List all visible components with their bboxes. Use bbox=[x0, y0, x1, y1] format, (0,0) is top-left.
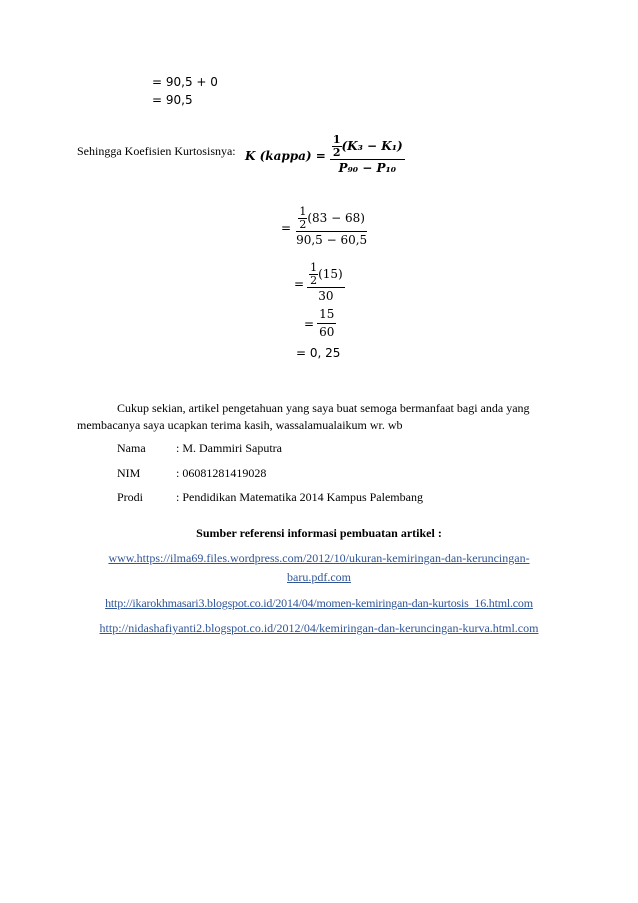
reference-link-2[interactable]: http://ikarokhmasari3.blogspot.co.id/2014/04/momen-kemiringan-dan-kurtosis_16.html.com bbox=[105, 596, 533, 610]
info-label-nama: Nama bbox=[117, 441, 146, 455]
step-2 bbox=[294, 262, 345, 305]
step-1 bbox=[281, 206, 369, 249]
formula-fraction bbox=[330, 134, 405, 177]
reference-link-3[interactable]: http://nidashafiyanti2.blogspot.co.id/2012/04/kemiringan-dan-keruncingan-kurva.html.com bbox=[99, 621, 539, 635]
step-2-equals: = bbox=[294, 276, 305, 291]
info-value-nama: : M. Dammiri Saputra bbox=[176, 441, 282, 455]
calc-line-2: = 90,5 bbox=[152, 93, 193, 107]
result: = 0, 25 bbox=[296, 346, 341, 360]
closing-line-1: Cukup sekian, artikel pengetahuan yang saya buat semoga bermanfaat bagi anda yang bbox=[117, 401, 530, 415]
formula-lhs: K (kappa) = bbox=[245, 148, 326, 163]
step-3-fraction: $\frac{15}{60}$ bbox=[319, 307, 335, 339]
info-value-prodi: : Pendidikan Matematika 2014 Kampus Palembang bbox=[176, 490, 423, 504]
kurtosis-formula bbox=[245, 134, 405, 177]
info-label-nim: NIM bbox=[117, 466, 141, 480]
info-value-nim: : 06081281419028 bbox=[176, 466, 267, 480]
formula-numerator: (K₃ − K₁) bbox=[341, 139, 403, 153]
formula-half: 1 2 bbox=[332, 133, 341, 159]
formula-denominator: P₉₀ − P₁₀ bbox=[338, 161, 396, 175]
intro-text: Sehingga Koefisien Kurtosisnya: bbox=[77, 144, 236, 158]
reference-link-1-cont[interactable]: baru.pdf.com bbox=[287, 570, 351, 584]
step-3-equals: = bbox=[304, 316, 315, 331]
info-label-prodi: Prodi bbox=[117, 490, 144, 504]
step-3 bbox=[304, 306, 336, 341]
step-1-fraction: 1 2 (83 − 68) 90,5 − 60,5 bbox=[296, 205, 368, 247]
step-2-fraction: 1 2 (15) 30 bbox=[307, 262, 345, 305]
step-1-equals: = bbox=[281, 220, 292, 235]
closing-line-2: membacanya saya ucapkan terima kasih, wassalamualaikum wr. wb bbox=[77, 418, 403, 432]
calc-line-1: = 90,5 + 0 bbox=[152, 75, 218, 89]
reference-link-1[interactable]: www.https://ilma69.files.wordpress.com/2012/10/ukuran-kemiringan-dan-keruncingan- bbox=[108, 551, 530, 565]
references-heading: Sumber referensi informasi pembuatan artikel : bbox=[196, 526, 442, 540]
